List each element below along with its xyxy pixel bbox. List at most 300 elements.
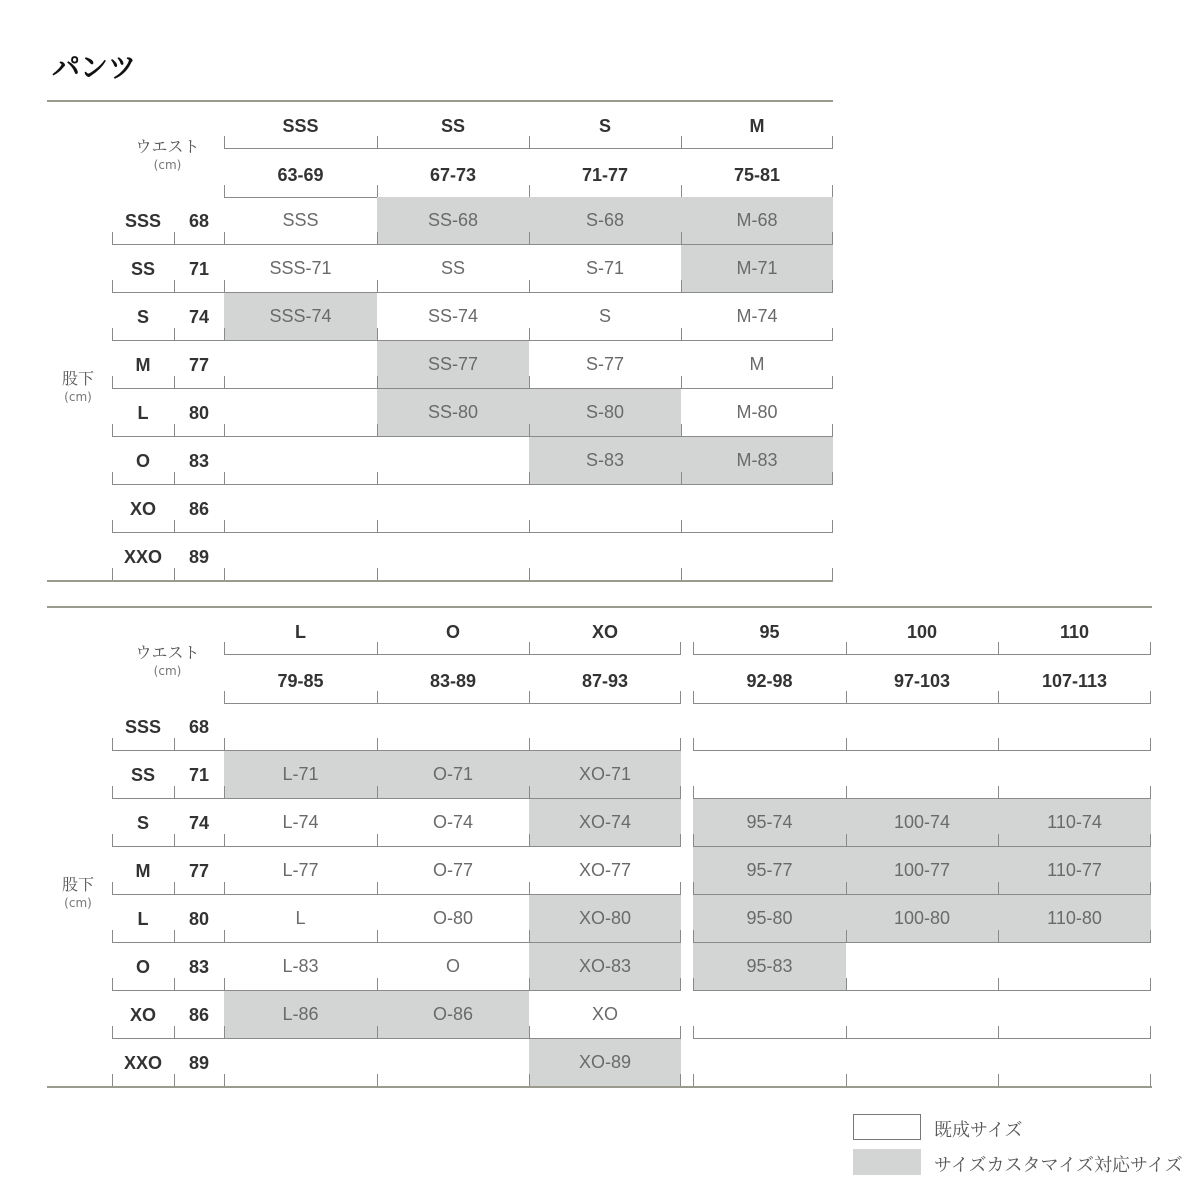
row-tick — [693, 882, 694, 894]
column-waist-header: 97-103 — [893, 670, 951, 691]
column-size-header: S — [598, 115, 611, 136]
size-cell: XO — [591, 1004, 618, 1024]
size-cell: SSS — [282, 210, 319, 230]
column-waist-header: 75-81 — [733, 164, 781, 185]
row-tick — [998, 930, 999, 942]
row-inseam-label: 89 — [188, 1052, 210, 1073]
row-inseam-label: 74 — [188, 306, 210, 327]
row-tick — [681, 568, 682, 580]
row-size-label: M — [135, 354, 151, 375]
waist-label-text: ウエスト — [135, 137, 200, 156]
header-tick — [224, 136, 225, 148]
row-tick — [174, 786, 175, 798]
size-cell: S-83 — [529, 437, 681, 484]
table-top-border — [47, 100, 833, 102]
size-cell: SSS-74 — [224, 293, 377, 340]
size-cell: O-71 — [377, 751, 529, 798]
legend-standard-label: 既成サイズ — [934, 1120, 1023, 1141]
table-top-border — [47, 606, 1152, 608]
size-cell — [846, 943, 998, 990]
size-cell: M-74 — [736, 306, 778, 326]
size-cell: XO-89 — [529, 1039, 681, 1086]
size-cell: L-74 — [282, 812, 319, 832]
row-tick — [1150, 930, 1151, 942]
row-tick — [377, 376, 378, 388]
row-tick — [832, 472, 833, 484]
column-size-header: 100 — [906, 621, 938, 642]
column-size-header: SSS — [282, 115, 319, 136]
size-cell — [224, 703, 377, 750]
size-cell: SSS-71 — [269, 258, 332, 278]
header-tick — [998, 691, 999, 703]
row-tick — [224, 520, 225, 532]
size-cell — [224, 437, 377, 484]
row-tick — [681, 280, 682, 292]
row-tick — [681, 472, 682, 484]
row-tick — [377, 568, 378, 580]
header-mid-line — [224, 654, 681, 655]
size-cell: XO-80 — [529, 895, 681, 942]
size-cell — [377, 437, 529, 484]
row-size-label: SS — [130, 258, 155, 279]
row-tick — [112, 978, 113, 990]
size-cell — [377, 533, 529, 580]
legend-custom-swatch — [853, 1149, 921, 1175]
waist-unit-text: (cm) — [153, 664, 182, 678]
row-tick — [224, 1074, 225, 1086]
row-inseam-label: 86 — [188, 1004, 210, 1025]
row-tick — [377, 520, 378, 532]
column-waist-header: 79-85 — [277, 670, 324, 691]
size-cell: XO-74 — [529, 799, 681, 846]
row-tick — [680, 1074, 681, 1086]
size-cell: SS-74 — [427, 306, 479, 326]
row-tick — [224, 376, 225, 388]
row-tick — [680, 930, 681, 942]
header-tick — [681, 185, 682, 197]
row-tick — [224, 834, 225, 846]
inseam-label-text: 股下 — [61, 369, 94, 388]
row-tick — [1150, 786, 1151, 798]
table-bottom-border — [47, 580, 833, 582]
row-tick — [174, 978, 175, 990]
size-cell — [377, 703, 529, 750]
row-size-label: XXO — [123, 546, 162, 567]
size-cell — [224, 533, 377, 580]
column-size-header: XO — [591, 621, 618, 642]
row-inseam-label: 68 — [188, 716, 210, 737]
row-size-label: L — [137, 402, 149, 423]
header-tick — [377, 642, 378, 654]
row-tick — [680, 882, 681, 894]
size-cell: M-71 — [681, 245, 833, 292]
size-cell: SS-68 — [377, 197, 529, 244]
row-inseam-label: 80 — [188, 908, 210, 929]
row-tick — [832, 280, 833, 292]
size-cell: 110-80 — [998, 895, 1151, 942]
row-tick — [529, 568, 530, 580]
row-size-label: XO — [129, 1004, 156, 1025]
row-tick — [112, 834, 113, 846]
row-tick — [529, 280, 530, 292]
header-tick — [224, 642, 225, 654]
size-cell — [224, 1039, 377, 1086]
size-cell — [846, 703, 998, 750]
header-tick — [529, 136, 530, 148]
size-cell — [846, 991, 998, 1038]
size-cell: L-86 — [224, 991, 377, 1038]
size-cell: SS-80 — [377, 389, 529, 436]
row-tick — [1150, 834, 1151, 846]
row-tick — [681, 232, 682, 244]
size-cell: L — [295, 908, 306, 928]
row-tick — [832, 424, 833, 436]
row-tick — [693, 1074, 694, 1086]
column-size-header: 110 — [1059, 621, 1090, 642]
row-tick — [377, 328, 378, 340]
size-cell — [681, 533, 833, 580]
header-tick — [846, 691, 847, 703]
row-tick — [112, 786, 113, 798]
row-tick — [112, 738, 113, 750]
header-tick — [693, 691, 694, 703]
header-tick — [224, 185, 225, 197]
row-tick — [174, 424, 175, 436]
row-tick — [377, 834, 378, 846]
size-cell: 100-77 — [846, 847, 998, 894]
size-cell — [998, 1039, 1151, 1086]
column-size-header: 95 — [759, 621, 780, 642]
row-tick — [693, 738, 694, 750]
row-tick — [174, 882, 175, 894]
header-tick — [529, 691, 530, 703]
row-inseam-label: 71 — [188, 764, 210, 785]
row-size-label: S — [136, 812, 149, 833]
column-size-header: O — [445, 621, 460, 642]
row-size-label: S — [136, 306, 149, 327]
row-tick — [377, 280, 378, 292]
size-cell — [681, 485, 833, 532]
row-tick — [681, 328, 682, 340]
size-cell — [693, 751, 846, 798]
row-tick — [680, 978, 681, 990]
row-tick — [846, 1026, 847, 1038]
row-tick — [377, 978, 378, 990]
row-tick — [112, 1074, 113, 1086]
size-cell: S-77 — [585, 354, 625, 374]
row-tick — [174, 376, 175, 388]
size-cell: 95-83 — [693, 943, 846, 990]
size-cell — [693, 703, 846, 750]
row-tick — [174, 328, 175, 340]
header-tick — [224, 691, 225, 703]
row-tick — [224, 882, 225, 894]
size-cell: 95-77 — [693, 847, 846, 894]
row-tick — [1150, 882, 1151, 894]
row-tick — [377, 738, 378, 750]
size-cell: S-68 — [529, 197, 681, 244]
size-cell — [998, 991, 1151, 1038]
row-tick — [529, 520, 530, 532]
row-size-label: SSS — [124, 716, 162, 737]
size-cell: 95-74 — [693, 799, 846, 846]
row-tick — [224, 232, 225, 244]
row-inseam-label: 77 — [188, 354, 210, 375]
row-tick — [681, 376, 682, 388]
header-tick — [693, 642, 694, 654]
column-size-header: SS — [440, 115, 465, 136]
row-inseam-label: 68 — [188, 210, 210, 231]
size-cell: S-80 — [529, 389, 681, 436]
row-size-label: XO — [129, 498, 156, 519]
row-tick — [832, 568, 833, 580]
row-tick — [693, 1026, 694, 1038]
size-cell — [224, 485, 377, 532]
inseam-label-text: 股下 — [61, 875, 94, 894]
row-tick — [224, 472, 225, 484]
row-tick — [693, 786, 694, 798]
row-size-label: O — [135, 450, 150, 471]
row-tick — [112, 376, 113, 388]
header-mid-line — [693, 654, 1151, 655]
inseam-axis-label — [48, 876, 108, 912]
row-tick — [1150, 1074, 1151, 1086]
row-tick — [529, 472, 530, 484]
row-tick — [1150, 1026, 1151, 1038]
row-tick — [224, 424, 225, 436]
legend-custom-label: サイズカスタマイズ対応サイズ — [934, 1155, 1183, 1176]
size-cell: M-68 — [681, 197, 833, 244]
row-tick — [224, 568, 225, 580]
column-waist-header: 92-98 — [746, 670, 793, 691]
row-tick — [998, 786, 999, 798]
size-cell: XO-71 — [529, 751, 681, 798]
row-tick — [846, 738, 847, 750]
row-tick — [529, 1074, 530, 1086]
row-tick — [112, 930, 113, 942]
row-tick — [529, 978, 530, 990]
row-tick — [832, 232, 833, 244]
row-tick — [681, 520, 682, 532]
header-tick — [998, 642, 999, 654]
size-cell: O-80 — [432, 908, 474, 928]
row-tick — [846, 882, 847, 894]
size-cell — [529, 703, 681, 750]
size-cell: SS — [440, 258, 465, 278]
row-tick — [529, 834, 530, 846]
header-tick — [681, 136, 682, 148]
row-tick — [529, 882, 530, 894]
row-tick — [832, 520, 833, 532]
column-waist-header: 107-113 — [1041, 670, 1108, 691]
row-tick — [680, 834, 681, 846]
column-size-header: M — [749, 115, 765, 136]
column-waist-header: 63-69 — [277, 164, 324, 185]
row-tick — [998, 978, 999, 990]
header-tick — [846, 642, 847, 654]
row-tick — [174, 520, 175, 532]
size-cell: 110-74 — [998, 799, 1151, 846]
row-size-label: SS — [130, 764, 155, 785]
row-size-label: SSS — [124, 210, 162, 231]
row-tick — [174, 1026, 175, 1038]
size-cell: 100-74 — [846, 799, 998, 846]
size-cell — [846, 1039, 998, 1086]
row-tick — [224, 930, 225, 942]
size-cell: O-77 — [432, 860, 474, 880]
size-cell: 100-80 — [846, 895, 998, 942]
size-cell: 95-80 — [693, 895, 846, 942]
header-tick — [529, 642, 530, 654]
row-tick — [224, 978, 225, 990]
column-waist-header: 67-73 — [429, 164, 477, 185]
row-tick — [680, 786, 681, 798]
row-tick — [998, 1074, 999, 1086]
header-tick — [1150, 691, 1151, 703]
row-tick — [529, 930, 530, 942]
size-cell — [998, 703, 1151, 750]
row-tick — [224, 786, 225, 798]
row-tick — [377, 232, 378, 244]
row-inseam-label: 71 — [188, 258, 210, 279]
legend-standard-swatch — [853, 1114, 921, 1140]
size-cell: XO-77 — [578, 860, 632, 880]
row-tick — [846, 786, 847, 798]
page-title: パンツ — [52, 51, 137, 84]
size-cell: O-86 — [377, 991, 529, 1038]
header-tick — [680, 691, 681, 703]
header-tick — [832, 185, 833, 197]
header-tick — [680, 642, 681, 654]
row-tick — [1150, 978, 1151, 990]
row-tick — [998, 1026, 999, 1038]
size-cell: SS-77 — [377, 341, 529, 388]
row-tick — [693, 930, 694, 942]
row-tick — [112, 280, 113, 292]
size-cell: O-74 — [432, 812, 474, 832]
table-bottom-border — [47, 1086, 1152, 1088]
size-cell — [529, 485, 681, 532]
row-tick — [112, 424, 113, 436]
row-tick — [529, 424, 530, 436]
row-tick — [224, 328, 225, 340]
row-tick — [174, 568, 175, 580]
header-tick — [1150, 642, 1151, 654]
row-tick — [681, 424, 682, 436]
row-tick — [998, 834, 999, 846]
row-tick — [680, 1026, 681, 1038]
size-cell — [693, 1039, 846, 1086]
header-tick — [377, 136, 378, 148]
row-inseam-label: 83 — [188, 450, 210, 471]
row-tick — [846, 930, 847, 942]
size-cell: S — [598, 306, 611, 326]
size-cell — [377, 1039, 529, 1086]
row-inseam-label: 77 — [188, 860, 210, 881]
row-inseam-label: 89 — [188, 546, 210, 567]
row-tick — [1150, 738, 1151, 750]
row-tick — [846, 978, 847, 990]
row-tick — [998, 882, 999, 894]
row-tick — [174, 834, 175, 846]
row-tick — [832, 376, 833, 388]
row-tick — [174, 738, 175, 750]
row-tick — [174, 1074, 175, 1086]
waist-axis-label — [120, 644, 215, 680]
row-tick — [112, 520, 113, 532]
size-cell — [224, 389, 377, 436]
row-tick — [693, 834, 694, 846]
row-tick — [377, 882, 378, 894]
column-size-header: L — [295, 621, 306, 642]
inseam-axis-label — [48, 370, 108, 406]
row-tick — [529, 232, 530, 244]
row-inseam-label: 86 — [188, 498, 210, 519]
header-tick — [832, 136, 833, 148]
row-tick — [174, 232, 175, 244]
column-waist-header: 87-93 — [581, 670, 629, 691]
row-tick — [174, 930, 175, 942]
size-table-2 — [0, 606, 1160, 1096]
row-size-label: M — [135, 860, 151, 881]
row-tick — [377, 930, 378, 942]
column-waist-header: 83-89 — [429, 670, 477, 691]
row-tick — [112, 472, 113, 484]
row-tick — [224, 280, 225, 292]
size-cell — [693, 991, 846, 1038]
size-table-1 — [0, 100, 840, 590]
row-tick — [832, 328, 833, 340]
header-tick — [377, 691, 378, 703]
size-cell — [529, 533, 681, 580]
row-tick — [112, 882, 113, 894]
size-cell: M — [749, 354, 765, 374]
row-tick — [112, 1026, 113, 1038]
size-cell — [998, 943, 1151, 990]
row-inseam-label: 74 — [188, 812, 210, 833]
row-tick — [529, 328, 530, 340]
size-cell: M-83 — [681, 437, 833, 484]
row-tick — [529, 1026, 530, 1038]
size-cell: O — [445, 956, 460, 976]
row-tick — [529, 376, 530, 388]
row-tick — [529, 738, 530, 750]
row-tick — [377, 424, 378, 436]
row-tick — [377, 472, 378, 484]
waist-axis-label — [120, 138, 215, 174]
size-cell: S-71 — [585, 258, 625, 278]
size-cell — [998, 751, 1151, 798]
waist-label-text: ウエスト — [135, 643, 200, 662]
size-cell: M-80 — [736, 402, 778, 422]
size-cell: L-77 — [282, 860, 319, 880]
row-size-label: O — [135, 956, 150, 977]
inseam-unit-text: (cm) — [64, 390, 92, 404]
row-tick — [112, 568, 113, 580]
size-cell — [846, 751, 998, 798]
row-size-label: XXO — [123, 1052, 162, 1073]
row-tick — [224, 738, 225, 750]
row-tick — [112, 328, 113, 340]
row-tick — [377, 1026, 378, 1038]
row-tick — [377, 1074, 378, 1086]
row-tick — [998, 738, 999, 750]
row-tick — [846, 1074, 847, 1086]
size-cell: L-83 — [282, 956, 319, 976]
size-cell: L-71 — [224, 751, 377, 798]
row-tick — [112, 232, 113, 244]
row-tick — [174, 280, 175, 292]
